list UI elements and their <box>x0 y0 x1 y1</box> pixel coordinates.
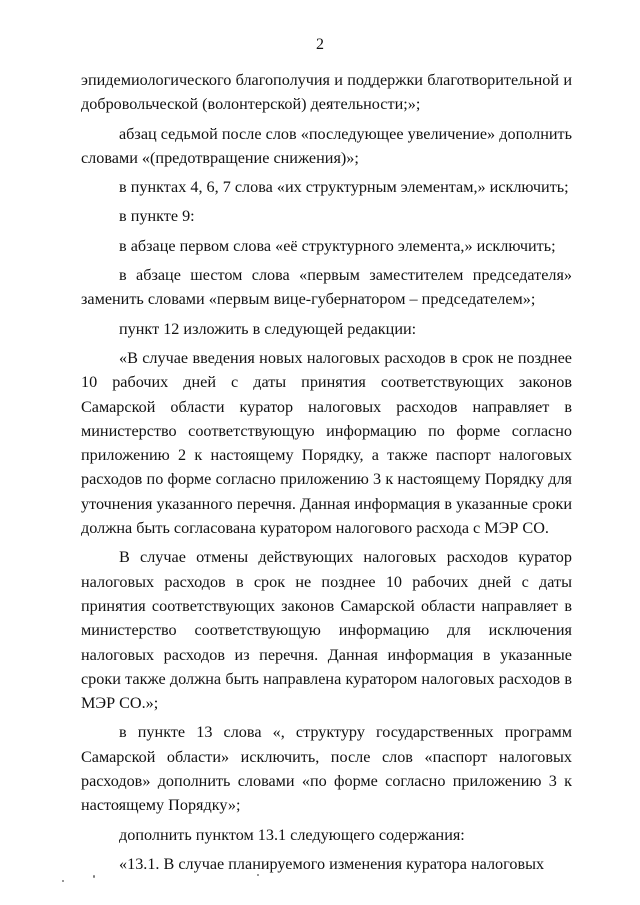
paragraph: абзац седьмой после слов «последующее увеличение» дополнить словами «(предотвращение снижения)»; <box>81 124 572 167</box>
scan-speck <box>257 874 259 876</box>
page-number: 2 <box>316 36 324 53</box>
paragraph: эпидемиологического благополучия и поддержки благотворительной и добровольческой (волонтерской) деятельности;»; <box>81 71 572 114</box>
scan-specks <box>0 870 640 890</box>
paragraph: в пунктах 4, 6, 7 слова «их структурным элементам,» исключить; <box>119 178 569 197</box>
document-body <box>81 68 572 876</box>
paragraph: в пункте 9: <box>119 207 195 226</box>
paragraph: В случае отмены действующих налоговых расходов куратор налоговых расходов в срок не позднее 10 рабочих дней с даты принятия соответствующих законов Самарской области направляет в министерство соответствующую информацию для исключения налоговых расходов из перечня. Данная информация в указанные сроки также должна быть направлена куратором налоговых расходов в МЭР СО.»; <box>81 548 572 713</box>
scan-speck <box>62 880 64 882</box>
paragraph: в пункте 13 слова «, структуру государственных программ Самарской области» исключить, после слов «паспорт налоговых расходов» дополнить словами «по форме согласно приложению 3 к настоящему Порядку»; <box>81 723 572 815</box>
scan-speck <box>93 875 95 878</box>
paragraph: «13.1. В случае планируемого изменения куратора налоговых <box>119 854 545 873</box>
paragraph: в абзаце первом слова «её структурного элемента,» исключить; <box>119 236 556 255</box>
paragraph: в абзаце шестом слова «первым заместителем председателя» заменить словами «первым вице-губернатором – председателем»; <box>81 266 572 309</box>
paragraph: пункт 12 изложить в следующей редакции: <box>119 319 417 338</box>
paragraph: «В случае введения новых налоговых расходов в срок не позднее 10 рабочих дней с даты принятия соответствующих законов Самарской области куратор налоговых расходов направляет в министерство соответствующую информацию по форме согласно приложению 2 к настоящему Порядку, а также паспорт налоговых расходов по форме согласно приложению 3 к настоящему Порядку для уточнения указанного перечня. Данная информация в указанные сроки должна быть согласована куратором налогового расхода с МЭР СО. <box>81 348 572 538</box>
paragraph: дополнить пунктом 13.1 следующего содержания: <box>119 825 465 844</box>
